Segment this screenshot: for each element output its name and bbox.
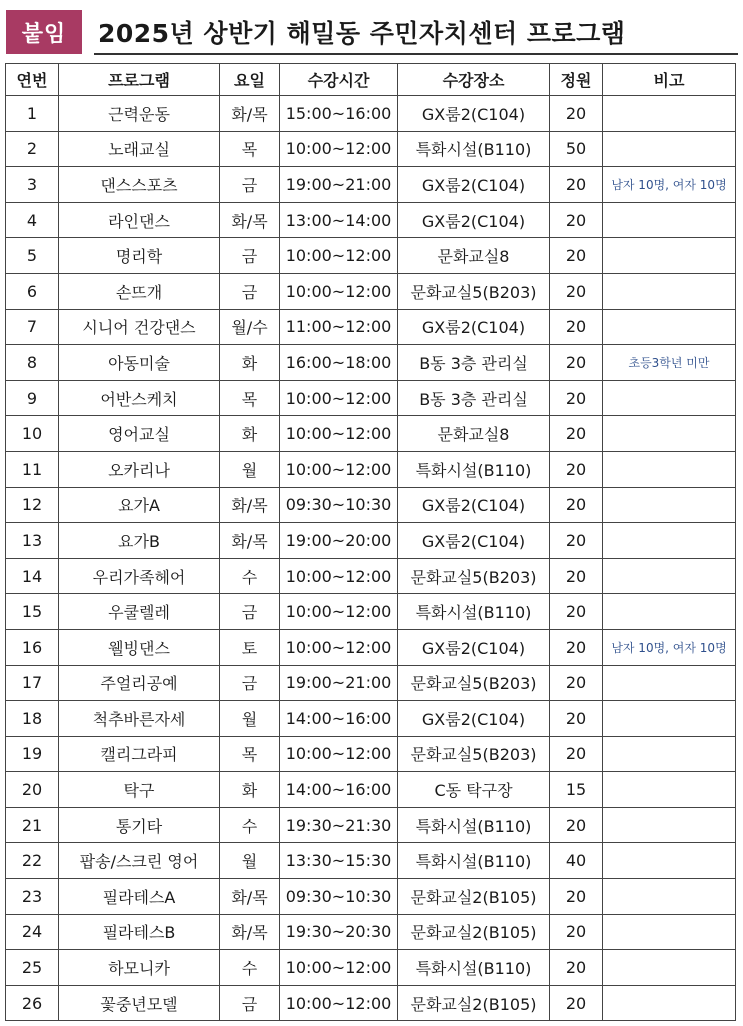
cell-program: 노래교실: [59, 131, 220, 167]
cell-day: 화/목: [220, 202, 280, 238]
cell-note: 남자 10명, 여자 10명: [603, 629, 736, 665]
cell-no: 24: [6, 914, 59, 950]
cell-time: 14:00~16:00: [280, 701, 398, 737]
cell-no: 12: [6, 487, 59, 523]
cell-time: 09:30~10:30: [280, 487, 398, 523]
cell-no: 8: [6, 345, 59, 381]
cell-place: 특화시설(B110): [398, 131, 550, 167]
cell-place: 문화교실2(B105): [398, 914, 550, 950]
cell-time: 10:00~12:00: [280, 238, 398, 274]
cell-capacity: 20: [550, 238, 603, 274]
cell-place: GX룸2(C104): [398, 701, 550, 737]
cell-place: 특화시설(B110): [398, 950, 550, 986]
cell-place: 문화교실5(B203): [398, 558, 550, 594]
table-row: [6, 950, 736, 986]
cell-note: 남자 10명, 여자 10명: [603, 167, 736, 203]
cell-program: 손뜨개: [59, 273, 220, 309]
table-row: [6, 594, 736, 630]
cell-time: 10:00~12:00: [280, 273, 398, 309]
cell-day: 화: [220, 416, 280, 452]
cell-day: 토: [220, 629, 280, 665]
cell-day: 화/목: [220, 96, 280, 132]
cell-note: [603, 879, 736, 915]
cell-no: 14: [6, 558, 59, 594]
cell-day: 수: [220, 558, 280, 594]
cell-place: 문화교실2(B105): [398, 985, 550, 1021]
cell-place: GX룸2(C104): [398, 167, 550, 203]
cell-day: 화/목: [220, 914, 280, 950]
table-row: [6, 131, 736, 167]
cell-time: 10:00~12:00: [280, 736, 398, 772]
cell-program: 요가B: [59, 523, 220, 559]
cell-time: 15:00~16:00: [280, 96, 398, 132]
cell-place: 특화시설(B110): [398, 843, 550, 879]
cell-program: 어반스케치: [59, 380, 220, 416]
cell-capacity: 20: [550, 167, 603, 203]
table-row: [6, 665, 736, 701]
table-row: [6, 843, 736, 879]
cell-note: [603, 985, 736, 1021]
table-body: [6, 96, 736, 1021]
cell-no: 23: [6, 879, 59, 915]
cell-time: 09:30~10:30: [280, 879, 398, 915]
cell-time: 10:00~12:00: [280, 985, 398, 1021]
cell-no: 11: [6, 451, 59, 487]
cell-program: 라인댄스: [59, 202, 220, 238]
cell-program: 댄스스포츠: [59, 167, 220, 203]
table-row: [6, 736, 736, 772]
table-row: [6, 238, 736, 274]
cell-no: 6: [6, 273, 59, 309]
cell-place: GX룸2(C104): [398, 629, 550, 665]
cell-time: 10:00~12:00: [280, 950, 398, 986]
cell-note: [603, 238, 736, 274]
cell-note: [603, 309, 736, 345]
cell-note: [603, 131, 736, 167]
table-row: [6, 309, 736, 345]
table-row: [6, 202, 736, 238]
cell-day: 목: [220, 736, 280, 772]
cell-day: 화/목: [220, 523, 280, 559]
cell-no: 7: [6, 309, 59, 345]
cell-capacity: 50: [550, 131, 603, 167]
cell-capacity: 20: [550, 451, 603, 487]
cell-capacity: 20: [550, 309, 603, 345]
cell-note: [603, 843, 736, 879]
cell-note: [603, 807, 736, 843]
cell-no: 10: [6, 416, 59, 452]
cell-program: 요가A: [59, 487, 220, 523]
cell-capacity: 20: [550, 985, 603, 1021]
cell-note: [603, 380, 736, 416]
cell-capacity: 20: [550, 629, 603, 665]
cell-time: 10:00~12:00: [280, 380, 398, 416]
cell-time: 16:00~18:00: [280, 345, 398, 381]
cell-day: 금: [220, 985, 280, 1021]
cell-no: 21: [6, 807, 59, 843]
table-row: [6, 345, 736, 381]
cell-program: 필라테스A: [59, 879, 220, 915]
cell-day: 화: [220, 345, 280, 381]
cell-capacity: 20: [550, 665, 603, 701]
cell-time: 10:00~12:00: [280, 131, 398, 167]
cell-day: 금: [220, 273, 280, 309]
cell-program: 하모니카: [59, 950, 220, 986]
cell-capacity: 20: [550, 807, 603, 843]
cell-program: 팝송/스크린 영어: [59, 843, 220, 879]
column-header-program: 프로그램: [59, 64, 220, 96]
cell-capacity: 20: [550, 736, 603, 772]
table-row: [6, 523, 736, 559]
cell-day: 금: [220, 167, 280, 203]
cell-program: 웰빙댄스: [59, 629, 220, 665]
cell-capacity: 20: [550, 594, 603, 630]
cell-capacity: 20: [550, 487, 603, 523]
cell-capacity: 20: [550, 202, 603, 238]
cell-capacity: 20: [550, 701, 603, 737]
cell-time: 19:00~21:00: [280, 167, 398, 203]
cell-capacity: 20: [550, 416, 603, 452]
cell-time: 19:00~20:00: [280, 523, 398, 559]
cell-place: 문화교실5(B203): [398, 273, 550, 309]
cell-no: 22: [6, 843, 59, 879]
table-row: [6, 701, 736, 737]
program-table: [5, 63, 736, 1021]
cell-program: 필라테스B: [59, 914, 220, 950]
cell-place: 특화시설(B110): [398, 594, 550, 630]
cell-no: 9: [6, 380, 59, 416]
cell-program: 근력운동: [59, 96, 220, 132]
cell-note: [603, 914, 736, 950]
cell-note: [603, 202, 736, 238]
column-header-note: 비고: [603, 64, 736, 96]
table-row: [6, 772, 736, 808]
attachment-badge: 붙임: [6, 10, 82, 54]
cell-no: 13: [6, 523, 59, 559]
cell-note: [603, 558, 736, 594]
cell-capacity: 20: [550, 914, 603, 950]
cell-time: 11:00~12:00: [280, 309, 398, 345]
cell-capacity: 20: [550, 273, 603, 309]
cell-capacity: 20: [550, 345, 603, 381]
cell-place: B동 3층 관리실: [398, 345, 550, 381]
cell-day: 월: [220, 701, 280, 737]
cell-time: 10:00~12:00: [280, 629, 398, 665]
cell-note: [603, 772, 736, 808]
table-header-row: [6, 64, 736, 96]
cell-capacity: 20: [550, 879, 603, 915]
cell-time: 10:00~12:00: [280, 558, 398, 594]
cell-program: 시니어 건강댄스: [59, 309, 220, 345]
cell-place: GX룸2(C104): [398, 96, 550, 132]
cell-program: 꽃중년모델: [59, 985, 220, 1021]
cell-time: 14:00~16:00: [280, 772, 398, 808]
cell-program: 오카리나: [59, 451, 220, 487]
cell-no: 1: [6, 96, 59, 132]
table-row: [6, 558, 736, 594]
cell-time: 10:00~12:00: [280, 594, 398, 630]
cell-no: 3: [6, 167, 59, 203]
cell-no: 20: [6, 772, 59, 808]
cell-capacity: 20: [550, 558, 603, 594]
cell-place: GX룸2(C104): [398, 309, 550, 345]
cell-capacity: 20: [550, 96, 603, 132]
cell-day: 월: [220, 843, 280, 879]
cell-place: 문화교실5(B203): [398, 736, 550, 772]
cell-no: 5: [6, 238, 59, 274]
table-row: [6, 273, 736, 309]
cell-place: C동 탁구장: [398, 772, 550, 808]
cell-note: [603, 416, 736, 452]
cell-no: 2: [6, 131, 59, 167]
cell-day: 화/목: [220, 487, 280, 523]
cell-note: [603, 594, 736, 630]
cell-day: 수: [220, 807, 280, 843]
cell-time: 13:00~14:00: [280, 202, 398, 238]
cell-note: [603, 96, 736, 132]
table-row: [6, 96, 736, 132]
table-row: [6, 985, 736, 1021]
cell-no: 17: [6, 665, 59, 701]
cell-program: 탁구: [59, 772, 220, 808]
cell-program: 명리학: [59, 238, 220, 274]
column-header-place: 수강장소: [398, 64, 550, 96]
cell-place: 문화교실2(B105): [398, 879, 550, 915]
cell-note: [603, 451, 736, 487]
cell-time: 19:30~21:30: [280, 807, 398, 843]
cell-day: 수: [220, 950, 280, 986]
cell-day: 목: [220, 380, 280, 416]
cell-note: [603, 736, 736, 772]
cell-no: 18: [6, 701, 59, 737]
cell-note: [603, 701, 736, 737]
column-header-capacity: 정원: [550, 64, 603, 96]
cell-day: 금: [220, 238, 280, 274]
cell-capacity: 20: [550, 950, 603, 986]
table-row: [6, 380, 736, 416]
cell-place: GX룸2(C104): [398, 487, 550, 523]
cell-no: 4: [6, 202, 59, 238]
cell-place: 특화시설(B110): [398, 451, 550, 487]
cell-place: GX룸2(C104): [398, 202, 550, 238]
cell-time: 13:30~15:30: [280, 843, 398, 879]
table-row: [6, 451, 736, 487]
table-row: [6, 807, 736, 843]
cell-note: [603, 523, 736, 559]
cell-note: [603, 950, 736, 986]
cell-place: 특화시설(B110): [398, 807, 550, 843]
cell-program: 척추바른자세: [59, 701, 220, 737]
table-row: [6, 416, 736, 452]
column-header-time: 수강시간: [280, 64, 398, 96]
cell-no: 25: [6, 950, 59, 986]
cell-note: [603, 665, 736, 701]
cell-program: 주얼리공예: [59, 665, 220, 701]
table-row: [6, 167, 736, 203]
page-title: 2025년 상반기 해밀동 주민자치센터 프로그램: [98, 19, 626, 48]
cell-note: [603, 273, 736, 309]
cell-place: GX룸2(C104): [398, 523, 550, 559]
table-row: [6, 487, 736, 523]
cell-time: 10:00~12:00: [280, 416, 398, 452]
cell-no: 16: [6, 629, 59, 665]
title-underline: [94, 53, 738, 55]
cell-program: 캘리그라피: [59, 736, 220, 772]
cell-time: 10:00~12:00: [280, 451, 398, 487]
cell-place: 문화교실8: [398, 416, 550, 452]
cell-capacity: 15: [550, 772, 603, 808]
cell-program: 우쿨렐레: [59, 594, 220, 630]
cell-capacity: 20: [550, 380, 603, 416]
cell-no: 15: [6, 594, 59, 630]
cell-day: 월: [220, 451, 280, 487]
cell-day: 금: [220, 594, 280, 630]
cell-program: 영어교실: [59, 416, 220, 452]
cell-time: 19:00~21:00: [280, 665, 398, 701]
cell-day: 금: [220, 665, 280, 701]
table-row: [6, 879, 736, 915]
cell-program: 아동미술: [59, 345, 220, 381]
cell-note: [603, 487, 736, 523]
cell-note: 초등3학년 미만: [603, 345, 736, 381]
page-header: [6, 10, 734, 56]
cell-day: 월/수: [220, 309, 280, 345]
table-row: [6, 629, 736, 665]
cell-program: 통기타: [59, 807, 220, 843]
cell-no: 19: [6, 736, 59, 772]
cell-day: 화: [220, 772, 280, 808]
cell-no: 26: [6, 985, 59, 1021]
cell-place: 문화교실5(B203): [398, 665, 550, 701]
cell-place: B동 3층 관리실: [398, 380, 550, 416]
table-row: [6, 914, 736, 950]
column-header-day: 요일: [220, 64, 280, 96]
cell-program: 우리가족헤어: [59, 558, 220, 594]
cell-day: 화/목: [220, 879, 280, 915]
cell-capacity: 20: [550, 523, 603, 559]
cell-time: 19:30~20:30: [280, 914, 398, 950]
cell-capacity: 40: [550, 843, 603, 879]
cell-place: 문화교실8: [398, 238, 550, 274]
column-header-no: 연번: [6, 64, 59, 96]
cell-day: 목: [220, 131, 280, 167]
